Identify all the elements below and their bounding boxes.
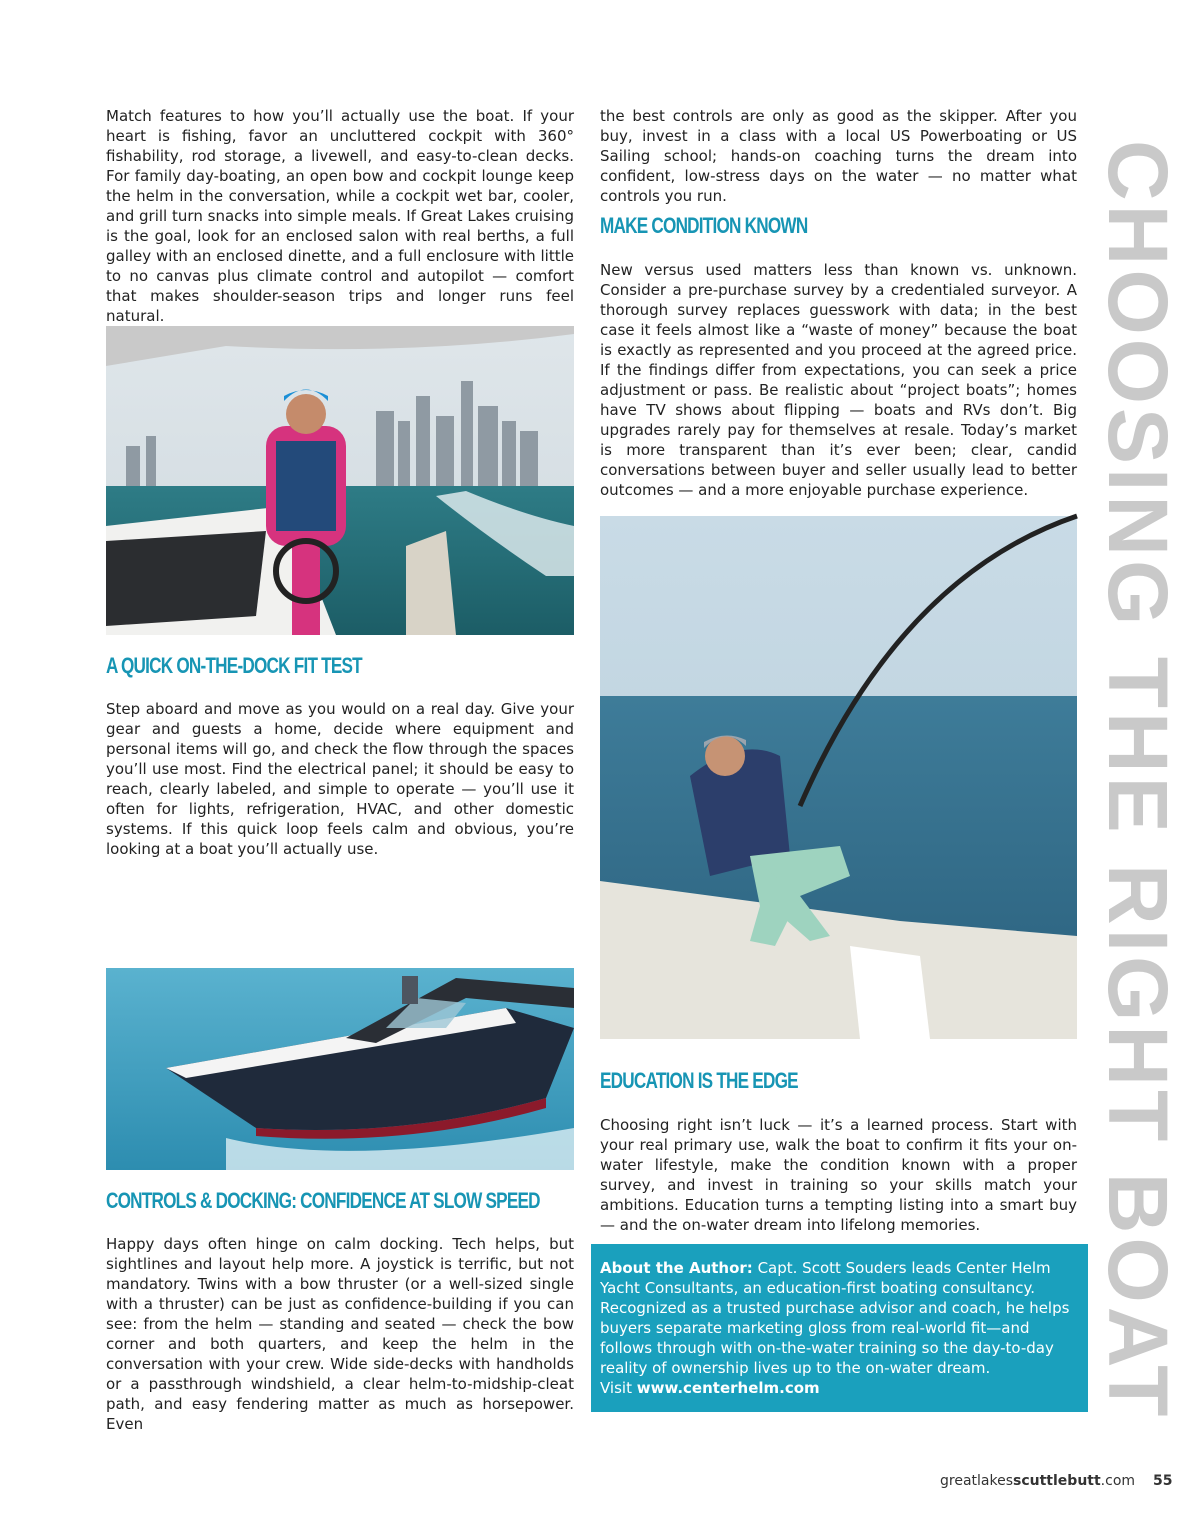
education-body: Choosing right isn’t luck — it’s a learned process. Start with your real primary use, walk the boat to confirm it fits your on-water lifestyle, make the condition known with a proper survey, and invest in training so your skills match your ambitions. Education turns a tempting listing into a smart buy — and the on-water dream into lifelong memories. xyxy=(600,1116,1077,1234)
fit-test-body: Step aboard and move as you would on a real day. Give your gear and guests a home, decide where equipment and personal items will go, and check the flow through the spaces you’ll use most. Find the electrical panel; it should be easy to reach, clearly labeled, and simple to operate — you’ll use it often for lights, refrigeration, HVAC, and other domestic systems. If this quick loop feels calm and obvious, you’re looking at a boat you’ll actually use. xyxy=(106,700,574,858)
photo-woman-at-helm xyxy=(106,326,574,635)
visit-label: Visit xyxy=(600,1379,637,1397)
photo-bowrider-running xyxy=(106,968,574,1170)
condition-section xyxy=(600,213,1077,500)
side-title-text: CHOOSING THE RIGHT BOAT xyxy=(1091,140,1185,1421)
author-website-link[interactable]: www.centerhelm.com xyxy=(636,1379,820,1397)
about-author-text: Capt. Scott Souders leads Center Helm Yacht Consultants, an education-first boating consultancy. Recognized as a trusted purchase advisor and coach, he helps buyers separate marketing gloss from real-world fit—and follows through with on-the-water training so the day-to-day reality of ownership lives up to the on-water dream. xyxy=(600,1259,1070,1377)
photo-angler-fighting-fish xyxy=(600,516,1077,1039)
left-column xyxy=(106,106,574,326)
footer-site-prefix: greatlakes xyxy=(940,1473,1014,1489)
page-number: 55 xyxy=(1153,1473,1173,1489)
intro-paragraph: Match features to how you’ll actually use the boat. If your heart is fishing, favor an uncluttered cockpit with 360° fishability, rod storage, a livewell, and easy-to-clean decks. For family day-boating, an open bow and cockpit lounge keep the helm in the conversation, while a cockpit wet bar, cooler, and grill turn snacks into simple meals. If Great Lakes cruising is the goal, look for an enclosed salon with real berths, a full galley with an enclosed dinette, and a full enclosure with little to no canvas plus climate control and autopilot — comfort that makes shoulder-season trips and longer runs feel natural. xyxy=(106,107,574,325)
footer-site-suffix: .com xyxy=(1100,1473,1136,1489)
fit-test-section xyxy=(106,653,574,859)
condition-heading: MAKE CONDITION KNOWN xyxy=(600,213,808,238)
controls-heading: CONTROLS & DOCKING: CONFIDENCE AT SLOW SPEED xyxy=(106,1188,540,1213)
side-title xyxy=(1091,140,1185,1421)
page-footer xyxy=(940,1473,1173,1489)
education-section xyxy=(600,1068,1077,1235)
controls-section xyxy=(106,1188,574,1434)
right-column xyxy=(600,106,1077,206)
footer-site-bold: scuttlebutt xyxy=(1013,1473,1101,1489)
condition-body: New versus used matters less than known vs. unknown. Consider a pre-purchase survey by a credentialed surveyor. A thorough survey replaces guesswork with data; in the best case it feels almost like a “waste of money” because the boat is exactly as represented and you proceed at the agreed price. If the findings differ from expectations, you can seek a price adjustment or pass. Be realistic about “project boats”; homes have TV shows about flipping — boats and RVs don’t. Big upgrades rarely pay for themselves at resale. Today’s market is more transparent than it’s ever been; clear, candid conversations between buyer and seller usually lead to better outcomes — and a more enjoyable purchase experience. xyxy=(600,261,1077,499)
about-author-label: About the Author: xyxy=(600,1259,753,1277)
continued-paragraph: the best controls are only as good as the skipper. After you buy, invest in a class with a local US Powerboating or US Sailing school; hands-on coaching turns the dream into confident, low-stress days on the water — no matter what controls you run. xyxy=(600,107,1077,205)
controls-body: Happy days often hinge on calm docking. Tech helps, but sightlines and layout help more. A joystick is terrific, but not mandatory. Twins with a bow thruster (or a well-sized single with a thruster) can be just as confidence-building if you can see: from the helm — standing and seated — check the bow corner and both quarters, and keep the helm in the conversation with your crew. Wide side-decks with handholds or a passthrough windshield, a clear helm-to-midship-cleat path, and easy fendering matter as much as horsepower. Even xyxy=(106,1235,574,1433)
education-heading: EDUCATION IS THE EDGE xyxy=(600,1068,798,1093)
fit-test-heading: A QUICK ON-THE-DOCK FIT TEST xyxy=(106,653,362,678)
about-author-box xyxy=(591,1244,1088,1412)
